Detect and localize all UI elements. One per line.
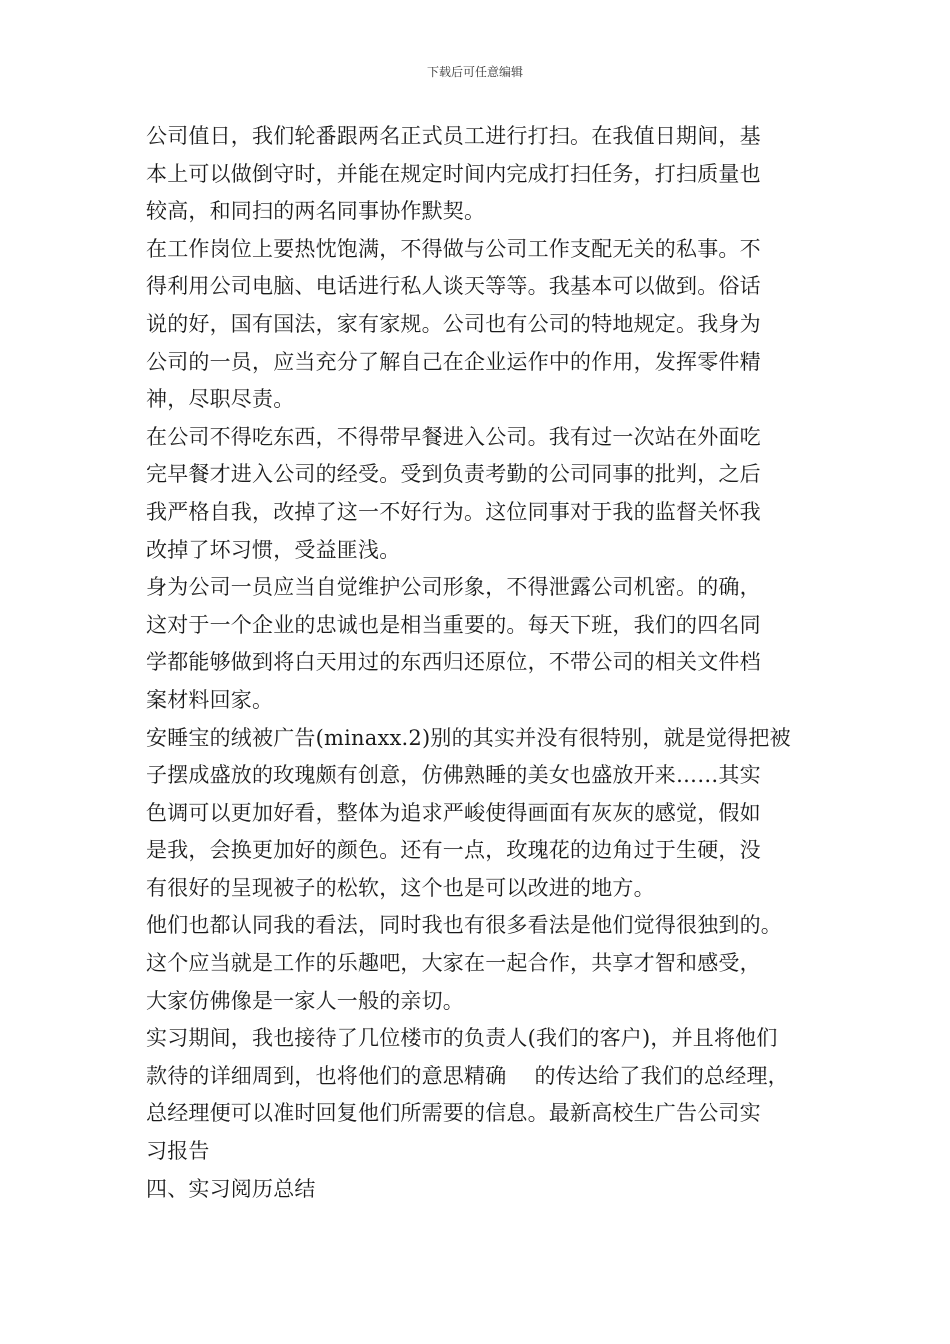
text-line: 款待的详细周到，也将他们的意思精确 的传达给了我们的总经理，: [146, 1063, 789, 1088]
text-line: 他们也都认同我的看法，同时我也有很多看法是他们觉得很独到的。: [146, 913, 782, 938]
text-line: 在工作岗位上要热忱饱满，不得做与公司工作支配无关的私事。不: [146, 236, 761, 261]
text-line: 这个应当就是工作的乐趣吧，大家在一起合作，共享才智和感受，: [146, 951, 761, 976]
text-line: 本上可以做倒守时，并能在规定时间内完成打扫任务，打扫质量也: [146, 161, 761, 186]
section-heading: 四、实习阅历总结: [146, 1176, 316, 1201]
text-line: 较高，和同扫的两名同事协作默契。: [146, 199, 486, 224]
text-line: 学都能够做到将白天用过的东西归还原位，不带公司的相关文件档: [146, 650, 761, 675]
text-line: 得利用公司电脑、电话进行私人谈天等等。我基本可以做到。俗话: [146, 274, 761, 299]
text-line: 说的好，国有国法，家有家规。公司也有公司的特地规定。我身为: [146, 311, 761, 336]
text-line: 这对于一个企业的忠诚也是相当重要的。每天下班，我们的四名同: [146, 612, 761, 637]
document-body: [146, 118, 826, 1208]
text-line: 改掉了坏习惯，受益匪浅。: [146, 537, 401, 562]
text-line: 实习期间，我也接待了几位楼市的负责人(我们的客户)，并且将他们: [146, 1026, 778, 1051]
text-line: 子摆成盛放的玫瑰颇有创意，仿佛熟睡的美女也盛放开来……其实: [146, 763, 761, 788]
text-line: 神，尽职尽责。: [146, 387, 295, 412]
text-line: 公司值日，我们轮番跟两名正式员工进行打扫。在我值日期间，基: [146, 124, 761, 148]
text-line: 案材料回家。: [146, 687, 274, 712]
text-line: 在公司不得吃东西，不得带早餐进入公司。我有过一次站在外面吃: [146, 424, 761, 449]
text-line: 身为公司一员应当自觉维护公司形象，不得泄露公司机密。的确，: [146, 575, 761, 600]
text-line: 大家仿佛像是一家人一般的亲切。: [146, 988, 464, 1013]
text-line: 总经理便可以准时回复他们所需要的信息。最新高校生广告公司实: [146, 1101, 761, 1126]
page-header: 下载后可任意编辑: [426, 65, 523, 79]
text-line: 是我，会换更加好的颜色。还有一点，玫瑰花的边角过于生硬，没: [146, 838, 761, 863]
text-line: 习报告: [146, 1139, 210, 1164]
text-line: 有很好的呈现被子的松软，这个也是可以改进的地方。: [146, 875, 655, 900]
text-line: 完早餐才进入公司的经受。受到负责考勤的公司同事的批判，之后: [146, 462, 761, 487]
text-line: 色调可以更加好看，整体为追求严峻使得画面有灰灰的感觉，假如: [146, 800, 761, 825]
text-line: 我严格自我，改掉了这一不好行为。这位同事对于我的监督关怀我: [146, 499, 761, 524]
text-line: 公司的一员，应当充分了解自己在企业运作中的作用，发挥零件精: [146, 349, 761, 374]
text-line: 安睡宝的绒被广告(minaxx.2)别的其实并没有很特别，就是觉得把被: [146, 725, 791, 750]
